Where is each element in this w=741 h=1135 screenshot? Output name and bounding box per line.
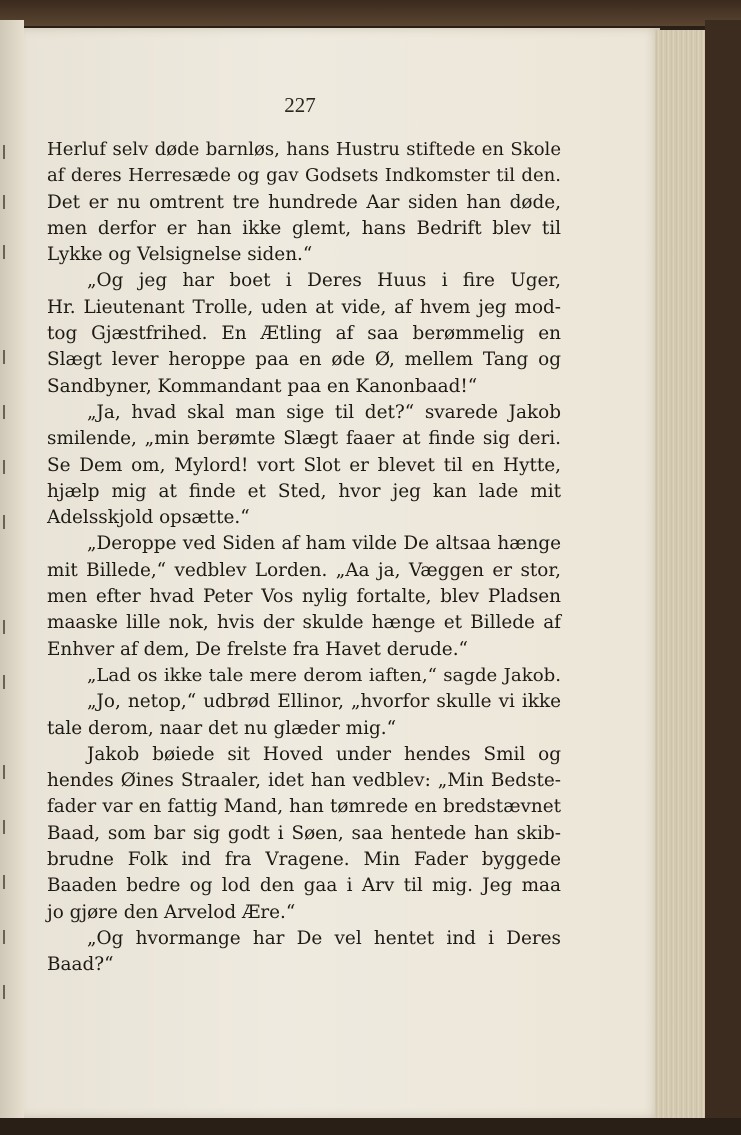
gutter-mark xyxy=(3,350,11,364)
text-line: Baad, som bar sig godt i Søen, saa hentede han skib- xyxy=(47,822,561,844)
left-page-gutter xyxy=(0,20,24,1120)
text-line: „Lad os ikke tale mere derom iaften,“ sagde Jakob. xyxy=(87,664,561,686)
gutter-mark xyxy=(3,675,11,689)
text-line: Se Dem om, Mylord! vort Slot er blevet til en Hytte, xyxy=(47,454,561,476)
text-line: Baad?“ xyxy=(47,954,114,976)
gutter-mark xyxy=(3,515,11,529)
text-line: Enhver af dem, De frelste fra Havet derude.“ xyxy=(47,638,468,660)
text-line: af deres Herresæde og gav Godsets Indkomster til den. xyxy=(47,165,561,187)
gutter-mark xyxy=(3,875,11,889)
text-line: hjælp mig at finde et Sted, hvor jeg kan lade mit xyxy=(47,480,561,502)
text-line: „Jo, netop,“ udbrød Ellinor, „hvorfor skulle vi ikke xyxy=(87,691,561,713)
text-line: maaske lille nok, hvis der skulde hænge et Billede af xyxy=(47,612,561,634)
gutter-mark xyxy=(3,930,11,944)
book-top-shadow xyxy=(0,0,741,26)
page-edges xyxy=(655,30,707,1120)
text-line: fader var en fattig Mand, han tømrede en bredstævnet xyxy=(47,796,561,818)
gutter-mark xyxy=(3,820,11,834)
book-page xyxy=(24,28,660,1118)
gutter-mark xyxy=(3,405,11,419)
text-line: „Ja, hvad skal man sige til det?“ svarede Jakob xyxy=(87,401,561,423)
text-line: men efter hvad Peter Vos nylig fortalte, blev Pladsen xyxy=(47,586,561,608)
gutter-mark xyxy=(3,620,11,634)
text-line: „Og jeg har boet i Deres Huus i fire Uger, xyxy=(87,270,561,292)
gutter-mark xyxy=(3,460,11,474)
page-text xyxy=(47,137,561,979)
text-line: Sandbyner, Kommandant paa en Kanonbaad!“ xyxy=(47,375,478,397)
gutter-mark xyxy=(3,195,11,209)
text-line: tale derom, naar det nu glæder mig.“ xyxy=(47,717,397,739)
text-line: jo gjøre den Arvelod Ære.“ xyxy=(47,901,296,923)
text-line: smilende, „min berømte Slægt faaer at finde sig deri. xyxy=(47,428,561,450)
text-line: tog Gjæstfrihed. En Ætling af saa berømmelig en xyxy=(47,323,561,345)
text-line: „Og hvormange har De vel hentet ind i Deres xyxy=(87,927,561,949)
page-number: 227 xyxy=(284,93,316,117)
text-line: Slægt lever heroppe paa en øde Ø, mellem Tang og xyxy=(47,349,561,371)
text-line: Det er nu omtrent tre hundrede Aar siden han døde, xyxy=(47,191,561,213)
background-bottom xyxy=(0,1118,741,1135)
gutter-mark xyxy=(3,145,11,159)
text-line: brudne Folk ind fra Vragene. Min Fader byggede xyxy=(47,849,561,871)
gutter-mark xyxy=(3,765,11,779)
text-line: Lykke og Velsignelse siden.“ xyxy=(47,244,313,266)
text-line: men derfor er han ikke glemt, hans Bedrift blev til xyxy=(47,217,561,239)
text-line: hendes Øines Straaler, idet han vedblev: „Min Bedste- xyxy=(47,770,561,792)
gutter-mark xyxy=(3,985,11,999)
text-line: Jakob bøiede sit Hoved under hendes Smil og xyxy=(87,743,561,765)
text-line: „Deroppe ved Siden af ham vilde De altsaa hænge xyxy=(87,533,561,555)
text-line: Herluf selv døde barnløs, hans Hustru stiftede en Skole xyxy=(47,139,561,160)
text-line: Baaden bedre og lod den gaa i Arv til mig. Jeg maa xyxy=(47,875,561,897)
background-right xyxy=(705,20,741,1135)
gutter-mark xyxy=(3,245,11,259)
text-line: Hr. Lieutenant Trolle, uden at vide, af hvem jeg mod- xyxy=(47,296,561,318)
text-line: mit Billede,“ vedblev Lorden. „Aa ja, Væggen er stor, xyxy=(47,559,561,581)
text-line: Adelsskjold opsætte.“ xyxy=(47,507,250,529)
